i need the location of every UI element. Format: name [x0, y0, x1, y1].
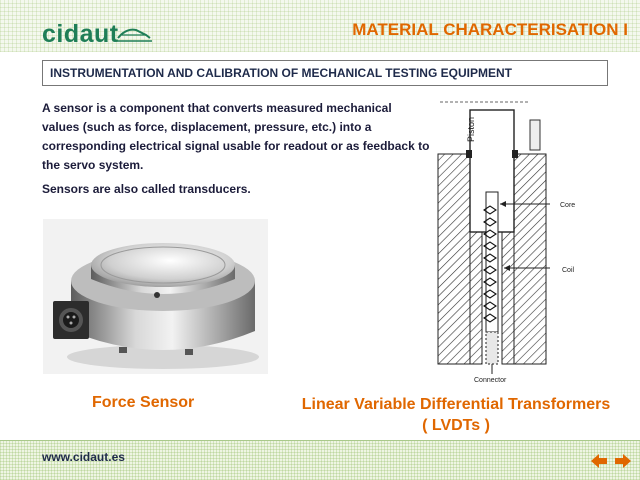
section-subtitle: INSTRUMENTATION AND CALIBRATION OF MECHANICAL TESTING EQUIPMENT	[42, 60, 608, 86]
connector-label: Connector	[474, 377, 507, 384]
arrow-left-icon	[588, 450, 610, 472]
footer-divider	[0, 440, 640, 441]
logo-text: cidaut	[42, 20, 119, 48]
lvdt-caption-line1: Linear Variable Differential Transformers	[301, 396, 611, 413]
next-slide-button[interactable]	[612, 450, 634, 472]
body-text	[42, 99, 432, 204]
lvdt-caption	[280, 394, 632, 436]
piston-label: Piston	[466, 116, 476, 142]
force-sensor-image	[43, 219, 268, 374]
coil-label: Coil	[562, 267, 575, 274]
slide-navigation	[588, 450, 634, 472]
car-logo-icon	[116, 26, 152, 44]
previous-slide-button[interactable]	[588, 450, 610, 472]
lvdt-diagram	[430, 92, 590, 384]
page-title: MATERIAL CHARACTERISATION I	[352, 20, 628, 39]
arrow-right-icon	[612, 450, 634, 472]
lvdt-caption-line2: ( LVDTs )	[422, 417, 490, 434]
website-link[interactable]: www.cidaut.es	[42, 450, 125, 464]
sensor-definition: A sensor is a component that converts measured mechanical values (such as force, displacement, pressure, etc.) into a corresponding electrical signal usable for readout or as feedback to the servo system.	[42, 101, 430, 172]
core-label: Core	[560, 202, 576, 209]
transducer-note: Sensors are also called transducers.	[42, 182, 251, 196]
force-sensor-caption: Force Sensor	[92, 394, 195, 411]
